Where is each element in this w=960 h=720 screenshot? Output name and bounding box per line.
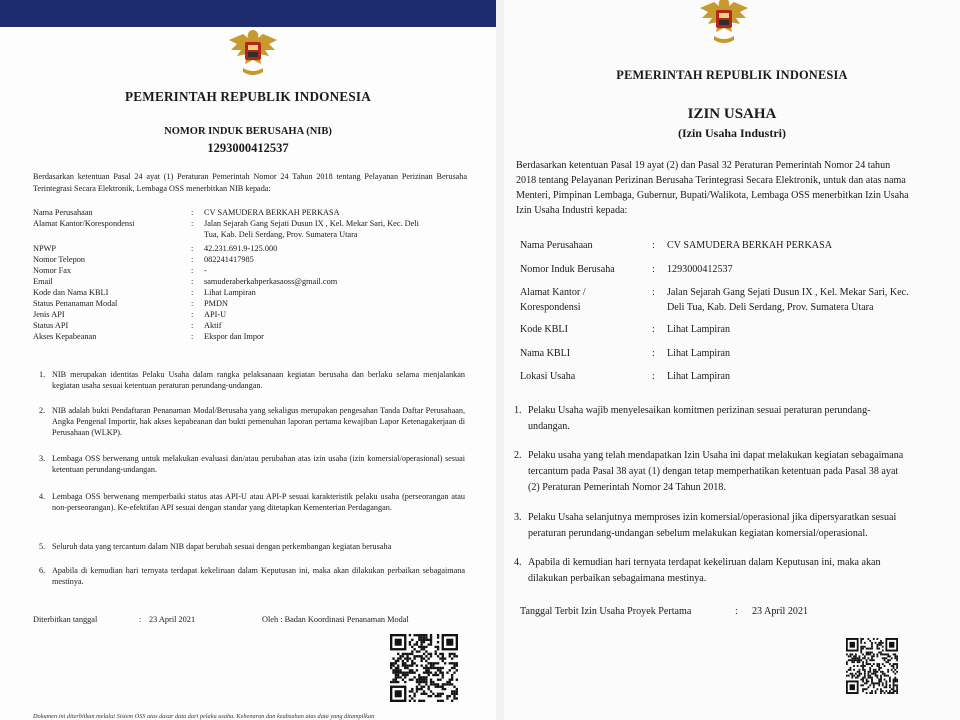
- field-colon: :: [652, 371, 655, 382]
- field-value: 082241417985: [204, 255, 254, 264]
- intro-line: Izin Usaha Industri kepada:: [516, 205, 628, 216]
- nib-title: NOMOR INDUK BERUSAHA (NIB): [164, 126, 332, 137]
- field-value: samuderaberkahperkasaoss@gmail.com: [204, 277, 338, 286]
- note-number: 3.: [514, 512, 522, 523]
- issued-date: 23 April 2021: [149, 615, 196, 624]
- field-value: CV SAMUDERA BERKAH PERKASA: [204, 208, 340, 217]
- note-number: 2.: [514, 450, 522, 461]
- field-label: Nomor Fax: [33, 266, 72, 275]
- note-text: Lembaga OSS berwenang untuk melakukan evaluasi dan/atau perubahan atas izin usaha (izin komersial/operasional) sesuai ketentuan perundang-undangan.: [52, 454, 465, 475]
- field-value: API-U: [204, 310, 227, 319]
- garuda-emblem: [696, 0, 752, 46]
- note-line: tercantum pada Pasal 38 ayat (1) dengan tetap memperhatikan ketentuan pada Pasal 38 ayat: [528, 466, 899, 477]
- field-colon: :: [191, 332, 194, 341]
- note-line: Pelaku Usaha selanjutnya memproses izin komersial/operasional jika dipersyaratkan sesuai: [528, 512, 897, 523]
- field-colon: :: [191, 277, 194, 286]
- note-text: Apabila di kemudian hari ternyata terdapat kekeliruan dalam Keputusan ini, maka akan dilakukan perbaikan sebagaimana mestinya.: [52, 566, 465, 587]
- issued-label: Diterbitkan tanggal: [33, 615, 98, 624]
- field-value: 42.231.691.9-125.000: [204, 244, 278, 253]
- note-item: [33, 541, 465, 552]
- issued-date: 23 April 2021: [752, 606, 809, 617]
- note-item: [33, 491, 465, 513]
- note-item: [33, 369, 465, 391]
- field-value: Lihat Lampiran: [667, 348, 731, 359]
- field-label: Email: [33, 277, 53, 286]
- issuer: Oleh : Badan Koordinasi Penanaman Modal: [262, 615, 409, 624]
- field-value: Lihat Lampiran: [667, 371, 731, 382]
- intro-line: Berdasarkan ketentuan Pasal 19 ayat (2) dan Pasal 32 Peraturan Pemerintah Nomor 24 tahun: [516, 160, 891, 171]
- issued-colon: :: [139, 615, 142, 624]
- field-label: Akses Kepabeanan: [33, 332, 97, 341]
- note-line: Pelaku Usaha wajib menyelesaikan komitmen perizinan sesuai peraturan perundang-: [528, 405, 871, 416]
- field-label: Nama KBLI: [520, 348, 571, 359]
- note-number: 4.: [514, 557, 522, 568]
- field-colon: :: [652, 324, 655, 335]
- note-text: NIB merupakan identitas Pelaku Usaha dalam rangka pelaksanaan kegiatan berusaha dan berlaku selama menjalankan kegiatan usaha sesuai ketentuan peraturan perundang-undangan.: [52, 370, 465, 391]
- field-value: Lihat Lampiran: [667, 324, 731, 335]
- field-value: PMDN: [204, 299, 228, 308]
- note-number: 4.: [39, 492, 46, 501]
- left-header: PEMERINTAH REPUBLIK INDONESIA: [125, 89, 371, 104]
- izin-subtitle: (Izin Usaha Industri): [677, 126, 787, 140]
- nib-number: 1293000412537: [207, 141, 289, 155]
- qr-code: [390, 634, 458, 702]
- note-text: Lembaga OSS berwenang memperbaiki status atas API-U atau API-P sesuai karakteristik pelaku usaha (perseorangan atau non-perseorangan). Ke-efektifan API sesuai dengan standar yang ditetapkan Kementerian Perdagangan.: [52, 492, 465, 513]
- field-value: Jalan Sejarah Gang Sejati Dusun IX , Kel. Mekar Sari, Kec.: [667, 287, 909, 298]
- page-gutter: [496, 0, 504, 720]
- field-value: Aktif: [204, 321, 222, 330]
- left-intro: Berdasarkan ketentuan Pasal 24 ayat (1) Peraturan Pemerintah Nomor 24 Tahun 2018 tentang Pelayanan Perizinan Berusaha Terintegrasi Secara Elektronik, Lembaga OSS menerbitkan NIB kepada:: [33, 172, 467, 193]
- field-colon: :: [191, 208, 194, 217]
- note-item: [33, 565, 465, 587]
- qr-code: [846, 638, 898, 694]
- intro-line: Menteri, Pimpinan Lembaga, Gubernur, Bupati/Walikota, Lembaga OSS menerbitkan Izin Usaha: [516, 190, 909, 201]
- field-label: NPWP: [33, 244, 57, 253]
- note-line: (2) Peraturan Pemerintah Nomor 24 Tahun 2018.: [528, 482, 726, 493]
- note-number: 5.: [39, 542, 46, 551]
- field-colon: :: [191, 321, 194, 330]
- field-colon: :: [652, 240, 655, 251]
- note-item: [33, 405, 465, 439]
- note-text: Seluruh data yang tercantum dalam NIB dapat berubah sesuai dengan perkembangan kegiatan berusaha: [52, 542, 392, 551]
- field-value: CV SAMUDERA BERKAH PERKASA: [667, 240, 832, 251]
- field-label: Nama Perusahaan: [520, 240, 593, 251]
- field-value: Ekspor dan Impor: [204, 332, 264, 341]
- note-line: undangan.: [528, 421, 570, 432]
- field-label: Alamat Kantor/Korespondensi: [33, 219, 135, 228]
- intro-line: 2018 tentang Pelayanan Perizinan Berusaha Terintegrasi Secara Elektronik, untuk dan atas nama: [516, 175, 906, 186]
- field-colon: :: [191, 255, 194, 264]
- field-label: Status API: [33, 321, 69, 330]
- field-value: Jalan Sejarah Gang Sejati Dusun IX , Kel. Mekar Sari, Kec. Deli: [204, 219, 419, 228]
- field-value: Deli Tua, Kab. Deli Serdang, Prov. Sumatera Utara: [667, 302, 874, 313]
- field-value: Tua, Kab. Deli Serdang, Prov. Sumatera Utara: [204, 230, 358, 239]
- note-line: Apabila di kemudian hari ternyata terdapat kekeliruan dalam Keputusan ini, maka akan: [528, 557, 881, 568]
- note-line: dilakukan perbaikan sebagaimana mestinya.: [528, 573, 707, 584]
- note-item: [33, 453, 465, 475]
- field-colon: :: [191, 219, 194, 228]
- garuda-emblem: [225, 26, 281, 78]
- field-colon: :: [191, 266, 194, 275]
- field-colon: :: [191, 244, 194, 253]
- field-colon: :: [652, 264, 655, 275]
- right-header: PEMERINTAH REPUBLIK INDONESIA: [616, 68, 848, 82]
- issued-colon: :: [735, 606, 738, 617]
- field-label: Lokasi Usaha: [520, 371, 576, 382]
- note-text: NIB adalah bukti Pendaftaran Penanaman Modal/Berusaha yang sekaligus merupakan pengesahan Tanda Daftar Perusahaan, Angka Pengenal Importir, hak akses kepabeanan dan bukti pemenuhan laporan pertama kewajiban Lapor Ketenagakerjaan di Perusahaan (WLKP).: [52, 406, 465, 438]
- field-colon: :: [652, 348, 655, 359]
- field-label: Alamat Kantor /: [520, 287, 586, 298]
- field-colon: :: [191, 288, 194, 297]
- note-number: 6.: [39, 566, 46, 575]
- field-label: Jenis API: [33, 310, 65, 319]
- field-label: Kode KBLI: [520, 324, 568, 335]
- field-value: Lihat Lampiran: [204, 288, 256, 297]
- izin-usaha-document: [504, 0, 960, 720]
- note-line: Pelaku usaha yang telah mendapatkan Izin Usaha ini dapat melakukan kegiatan sebagaimana: [528, 450, 904, 461]
- issued-label: Tanggal Terbit Izin Usaha Proyek Pertama: [520, 606, 692, 617]
- field-label: Status Penanaman Modal: [33, 299, 118, 308]
- field-label: Korespondensi: [520, 302, 581, 313]
- field-colon: :: [191, 310, 194, 319]
- top-banner: [0, 0, 496, 27]
- field-label: Nama Perusahaan: [33, 208, 93, 217]
- field-value: -: [204, 266, 207, 275]
- issued-row: [33, 615, 97, 626]
- field-label: Nomor Induk Berusaha: [520, 264, 615, 275]
- note-line: peraturan perundang-undangan sebelum melakukan kegiatan komersial/operasional.: [528, 528, 868, 539]
- note-number: 3.: [39, 454, 46, 463]
- footer-note: Dokumen ini diterbitkan melalui Sistem OSS atas dasar data dari pelaku usaha. Kebenaran dan keabsahan atas data yang ditampilkan: [33, 713, 375, 720]
- note-number: 2.: [39, 406, 46, 415]
- field-label: Nomor Telepon: [33, 255, 86, 264]
- note-number: 1.: [514, 405, 522, 416]
- izin-title: IZIN USAHA: [687, 106, 777, 122]
- field-colon: :: [652, 287, 655, 298]
- field-colon: :: [191, 299, 194, 308]
- field-value: 1293000412537: [667, 264, 733, 275]
- note-number: 1.: [39, 370, 46, 379]
- field-label: Kode dan Nama KBLI: [33, 288, 109, 297]
